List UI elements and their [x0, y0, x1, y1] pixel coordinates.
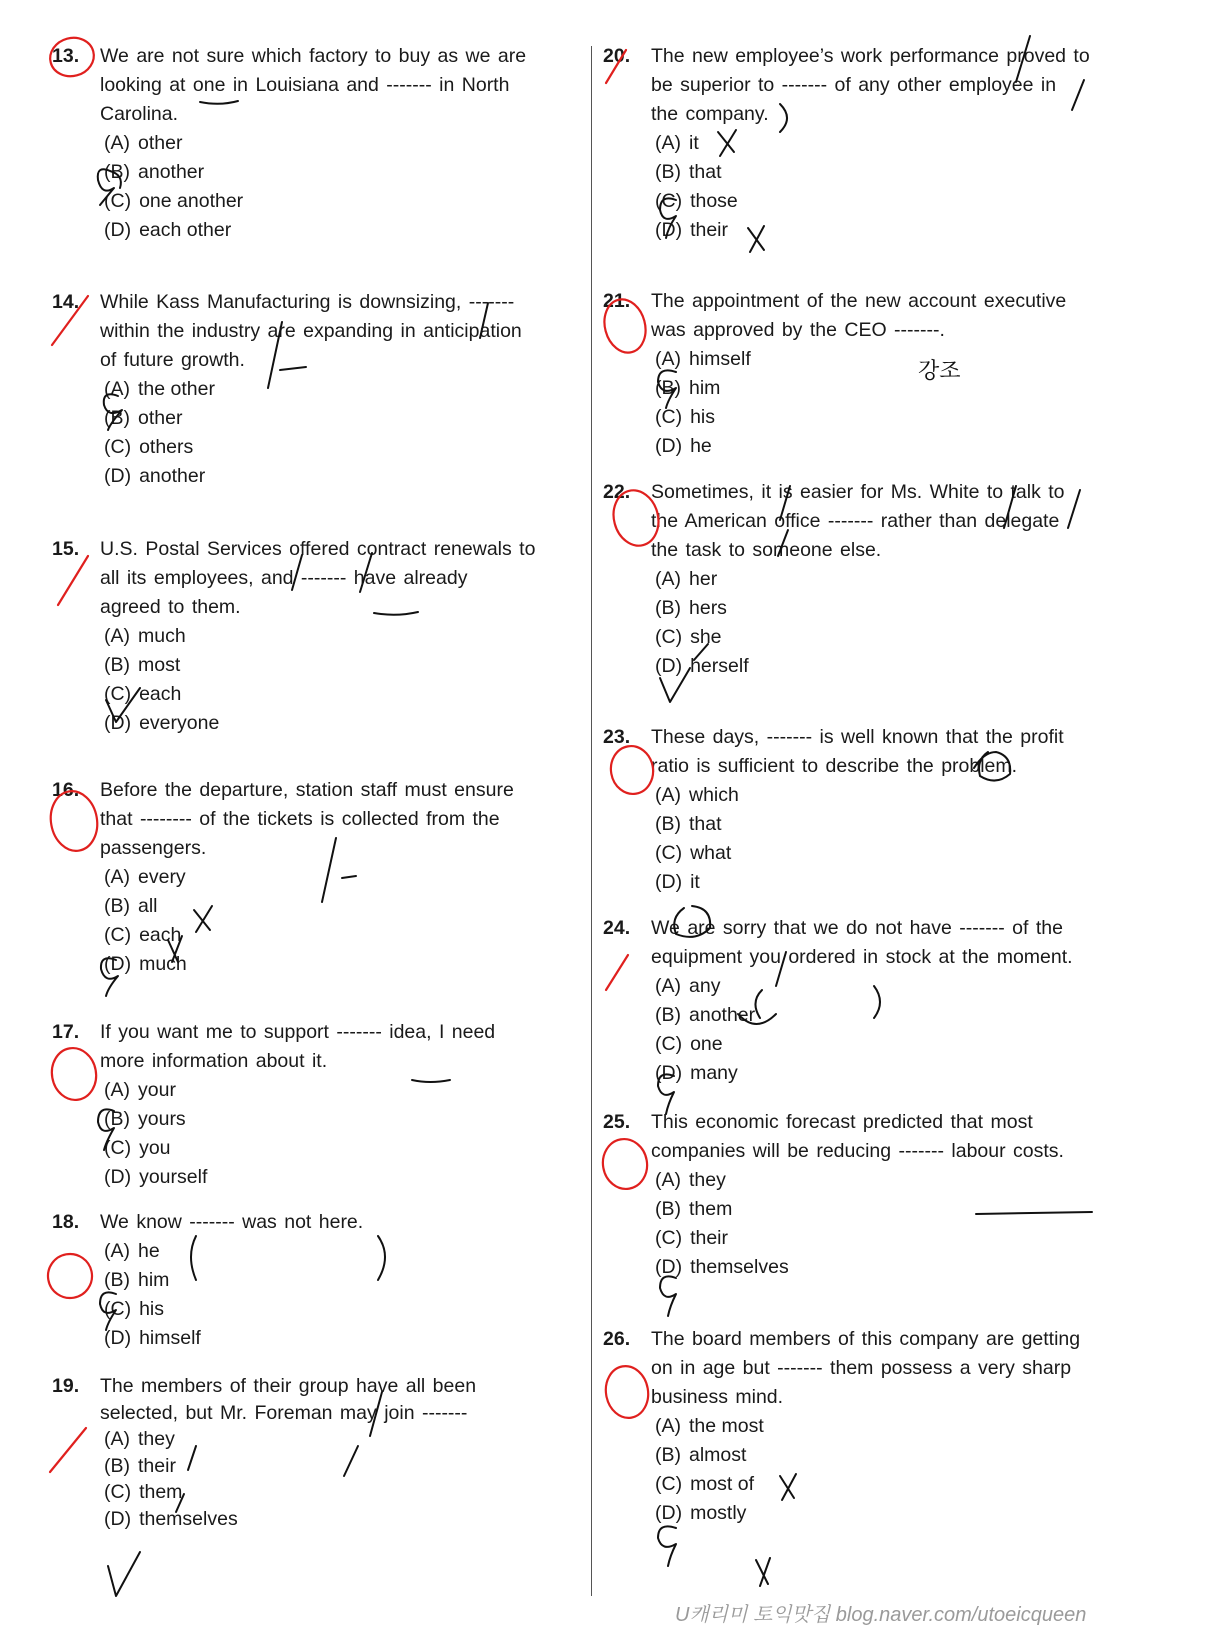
question-text: agreed to them. — [100, 596, 241, 618]
option-a: (A) which — [655, 784, 739, 806]
option-c: (C) their — [655, 1227, 729, 1249]
option-b: (B) another — [104, 161, 205, 183]
option-a: (A) much — [104, 625, 186, 647]
question-number: 23. — [603, 726, 631, 748]
option-d: (D) he — [655, 435, 712, 457]
option-d: (D) yourself — [104, 1166, 208, 1188]
option-b: (B) them — [655, 1198, 733, 1220]
question-text: the company. — [651, 103, 769, 125]
question-number: 26. — [603, 1328, 631, 1350]
question-number: 25. — [603, 1111, 631, 1133]
question-text: This economic forecast predicted that most — [651, 1111, 1033, 1133]
circle-answer-25 — [660, 1276, 676, 1316]
option-c: (C) his — [655, 406, 716, 428]
question-text: looking at one in Louisiana and ------- in North — [100, 74, 510, 96]
close-paren — [378, 1236, 385, 1280]
option-a: (A) it — [655, 132, 699, 154]
option-d: (D) each other — [104, 219, 232, 241]
question-text: selected, but Mr. Foreman may join ------- — [100, 1401, 468, 1424]
question-text: These days, ------- is well known that the profit — [651, 726, 1064, 748]
question-text: the American office ------- rather than delegate — [651, 510, 1060, 532]
option-b: (B) other — [104, 407, 183, 429]
option-b: (B) yours — [104, 1108, 186, 1130]
option-c: (C) one another — [104, 190, 244, 212]
question-22 — [603, 478, 1065, 681]
question-text: U.S. Postal Services offered contract renewals to — [100, 538, 536, 560]
option-a: (A) they — [655, 1169, 726, 1191]
question-text: the task to someone else. — [651, 539, 882, 561]
column-divider — [591, 46, 592, 1596]
option-b: (B) him — [104, 1269, 170, 1291]
question-14 — [52, 288, 522, 491]
question-text: within the industry are expanding in anticipation — [100, 320, 522, 342]
question-25 — [603, 1108, 1064, 1282]
option-b: (B) another — [655, 1004, 756, 1026]
question-text: The board members of this company are getting — [651, 1328, 1081, 1350]
option-a: (A) they — [104, 1428, 175, 1450]
slash-talk — [1068, 490, 1080, 528]
question-text: Before the departure, station staff must ensure — [100, 779, 514, 801]
option-c: (C) what — [655, 842, 732, 864]
question-text: passengers. — [100, 837, 207, 859]
question-23 — [603, 723, 1064, 897]
option-c: (C) most of — [655, 1473, 755, 1495]
option-a: (A) he — [104, 1240, 160, 1262]
option-b: (B) him — [655, 377, 721, 399]
option-a: (A) other — [104, 132, 183, 154]
option-d: (D) their — [655, 219, 729, 241]
question-number: 13. — [52, 45, 80, 67]
question-text: ratio is sufficient to describe the problem. — [651, 755, 1018, 777]
check-answer-19 — [108, 1552, 140, 1596]
question-text: Carolina. — [100, 103, 179, 125]
option-d: (D) much — [104, 953, 187, 975]
question-18 — [52, 1208, 363, 1353]
question-number: 18. — [52, 1211, 80, 1233]
question-number: 15. — [52, 538, 80, 560]
question-text: all its employees, and ------- have already — [100, 567, 468, 589]
option-a: (A) the most — [655, 1415, 764, 1437]
question-text: business mind. — [651, 1386, 784, 1408]
option-c: (C) you — [104, 1137, 171, 1159]
option-b: (B) their — [104, 1454, 176, 1477]
handwritten-note-21: 강조 — [918, 359, 961, 384]
option-d: (D) another — [104, 465, 206, 487]
question-text: on in age but ------- them possess a very sharp — [651, 1357, 1072, 1379]
option-d: (D) everyone — [104, 712, 220, 734]
option-d: (D) herself — [655, 655, 749, 677]
question-text: We are not sure which factory to buy as we are — [100, 45, 527, 67]
question-26 — [603, 1325, 1080, 1528]
option-d: (D) it — [655, 871, 700, 893]
question-19 — [52, 1373, 476, 1532]
option-d: (D) themselves — [104, 1507, 238, 1530]
question-text: was approved by the CEO -------. — [651, 319, 945, 341]
question-21 — [603, 287, 1066, 461]
question-text: The new employee’s work performance proved to — [651, 45, 1090, 67]
question-24 — [603, 914, 1073, 1088]
option-c: (C) those — [655, 190, 738, 212]
option-c: (C) them — [104, 1481, 183, 1503]
option-a: (A) your — [104, 1079, 176, 1101]
question-17 — [52, 1018, 495, 1192]
question-text: of future growth. — [100, 349, 245, 371]
question-16 — [52, 776, 514, 979]
option-b: (B) hers — [655, 597, 727, 619]
option-b: (B) all — [104, 895, 158, 917]
question-number: 19. — [52, 1375, 80, 1397]
option-b: (B) that — [655, 813, 722, 835]
question-text: The appointment of the new account executive — [651, 290, 1067, 312]
question-text: Sometimes, it is easier for Ms. White to talk to — [651, 481, 1065, 503]
question-text: companies will be reducing ------- labour costs. — [651, 1140, 1064, 1162]
option-b: (B) most — [104, 654, 181, 676]
question-number: 16. — [52, 779, 80, 801]
question-number: 17. — [52, 1021, 80, 1043]
option-c: (C) one — [655, 1033, 723, 1055]
option-b: (B) that — [655, 161, 722, 183]
question-number: 14. — [52, 291, 80, 313]
option-d: (D) mostly — [655, 1502, 747, 1524]
question-number: 20. — [603, 45, 631, 67]
question-13 — [52, 42, 526, 245]
question-text: equipment you ordered in stock at the moment. — [651, 946, 1073, 968]
footer-watermark: U캐리미 토익맛집 blog.naver.com/utoeicqueen — [675, 1604, 1087, 1626]
question-text: While Kass Manufacturing is downsizing, ------- — [100, 291, 515, 313]
x-mostly — [756, 1558, 770, 1586]
circle-answer-26 — [658, 1526, 676, 1566]
question-15 — [52, 535, 535, 738]
option-d: (D) many — [655, 1062, 738, 1084]
option-a: (A) her — [655, 568, 718, 590]
question-text: We know ------- was not here. — [100, 1211, 364, 1233]
question-text: If you want me to support ------- idea, I need — [100, 1021, 496, 1043]
question-text: We are sorry that we do not have ------- of the — [651, 917, 1063, 939]
option-c: (C) his — [104, 1298, 165, 1320]
question-20 — [603, 42, 1090, 245]
option-c: (C) each — [104, 924, 182, 946]
question-number: 22. — [603, 481, 631, 503]
option-d: (D) themselves — [655, 1256, 789, 1278]
question-number: 21. — [603, 290, 631, 312]
question-text: be superior to ------- of any other employee in — [651, 74, 1057, 96]
option-a: (A) every — [104, 866, 186, 888]
question-text: more information about it. — [100, 1050, 328, 1072]
option-a: (A) himself — [655, 348, 751, 370]
option-c: (C) others — [104, 436, 194, 458]
question-text: that -------- of the tickets is collected from the — [100, 808, 500, 830]
question-text: The members of their group have all been — [100, 1375, 477, 1397]
option-b: (B) almost — [655, 1444, 747, 1466]
option-a: (A) the other — [104, 378, 215, 400]
question-number: 24. — [603, 917, 631, 939]
option-c: (C) each — [104, 683, 182, 705]
option-a: (A) any — [655, 975, 721, 997]
option-d: (D) himself — [104, 1327, 201, 1349]
option-c: (C) she — [655, 626, 722, 648]
